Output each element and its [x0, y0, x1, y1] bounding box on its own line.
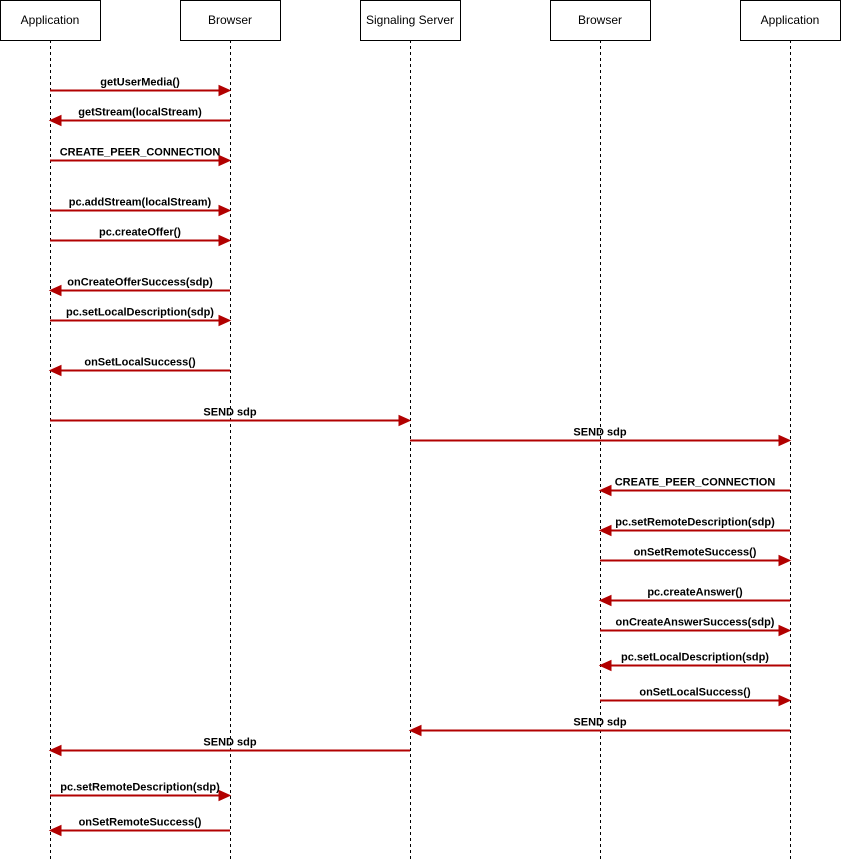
message-label: getStream(localStream)	[78, 106, 202, 119]
message-label: pc.setLocalDescription(sdp)	[621, 651, 769, 664]
arrowhead	[779, 626, 790, 636]
message[interactable]	[600, 652, 790, 671]
participant-app1[interactable]	[1, 1, 101, 41]
arrowhead	[50, 746, 61, 756]
message[interactable]	[50, 197, 230, 216]
arrowhead	[50, 826, 61, 836]
message-label: pc.createAnswer()	[647, 586, 743, 599]
participant-label: Application	[20, 13, 80, 27]
message[interactable]	[600, 587, 790, 606]
arrowhead	[600, 486, 611, 496]
message[interactable]	[50, 147, 230, 166]
participant-app2[interactable]	[741, 1, 841, 41]
arrowhead	[399, 416, 410, 426]
message-label: onCreateAnswerSuccess(sdp)	[615, 616, 775, 629]
message-label: onCreateOfferSuccess(sdp)	[67, 276, 213, 289]
message-label: onSetLocalSuccess()	[84, 356, 196, 369]
arrowhead	[779, 436, 790, 446]
message-label: CREATE_PEER_CONNECTION	[59, 146, 221, 159]
message[interactable]	[600, 687, 790, 706]
arrowhead	[410, 726, 421, 736]
message[interactable]	[50, 227, 230, 246]
message-label: pc.createOffer()	[99, 226, 181, 239]
message[interactable]	[50, 737, 410, 756]
participant-label: Application	[760, 13, 820, 27]
arrowhead	[219, 206, 230, 216]
participant-label: Browser	[207, 13, 253, 27]
messages	[50, 77, 790, 836]
participants	[1, 1, 841, 41]
arrowhead	[779, 556, 790, 566]
message[interactable]	[50, 357, 230, 376]
message-label: CREATE_PEER_CONNECTION	[614, 476, 776, 489]
message-label: onSetLocalSuccess()	[639, 686, 751, 699]
participant-browser1[interactable]	[181, 1, 281, 41]
arrowhead	[50, 116, 61, 126]
message[interactable]	[50, 307, 230, 326]
message[interactable]	[600, 517, 790, 536]
participant-browser2[interactable]	[551, 1, 651, 41]
message[interactable]	[50, 407, 410, 426]
participant-label: Browser	[577, 13, 623, 27]
message[interactable]	[600, 547, 790, 566]
message-label: pc.addStream(localStream)	[68, 196, 212, 209]
message-label: onSetRemoteSuccess()	[633, 546, 757, 559]
arrowhead	[219, 791, 230, 801]
message-label: SEND sdp	[203, 406, 257, 419]
message[interactable]	[600, 477, 790, 496]
message[interactable]	[50, 277, 230, 296]
arrowhead	[779, 696, 790, 706]
arrowhead	[219, 236, 230, 246]
message-label: SEND sdp	[573, 426, 627, 439]
message-label: SEND sdp	[203, 736, 257, 749]
message[interactable]	[600, 617, 790, 636]
message[interactable]	[50, 77, 230, 96]
arrowhead	[219, 156, 230, 166]
message-label: pc.setRemoteDescription(sdp)	[60, 781, 220, 794]
message-label: SEND sdp	[573, 716, 627, 729]
message[interactable]	[50, 782, 230, 801]
message[interactable]	[50, 817, 230, 836]
participant-signaling[interactable]	[361, 1, 461, 41]
arrowhead	[600, 526, 611, 536]
message-label: getUserMedia()	[100, 76, 180, 89]
arrowhead	[600, 596, 611, 606]
message[interactable]	[50, 107, 230, 126]
arrowhead	[219, 86, 230, 96]
arrowhead	[50, 286, 61, 296]
arrowhead	[600, 661, 611, 671]
arrowhead	[219, 316, 230, 326]
message-label: pc.setLocalDescription(sdp)	[66, 306, 214, 319]
lifelines	[51, 40, 791, 860]
arrowhead	[50, 366, 61, 376]
message-label: pc.setRemoteDescription(sdp)	[615, 516, 775, 529]
participant-label: Signaling Server	[365, 13, 455, 27]
message-label: onSetRemoteSuccess()	[78, 816, 202, 829]
